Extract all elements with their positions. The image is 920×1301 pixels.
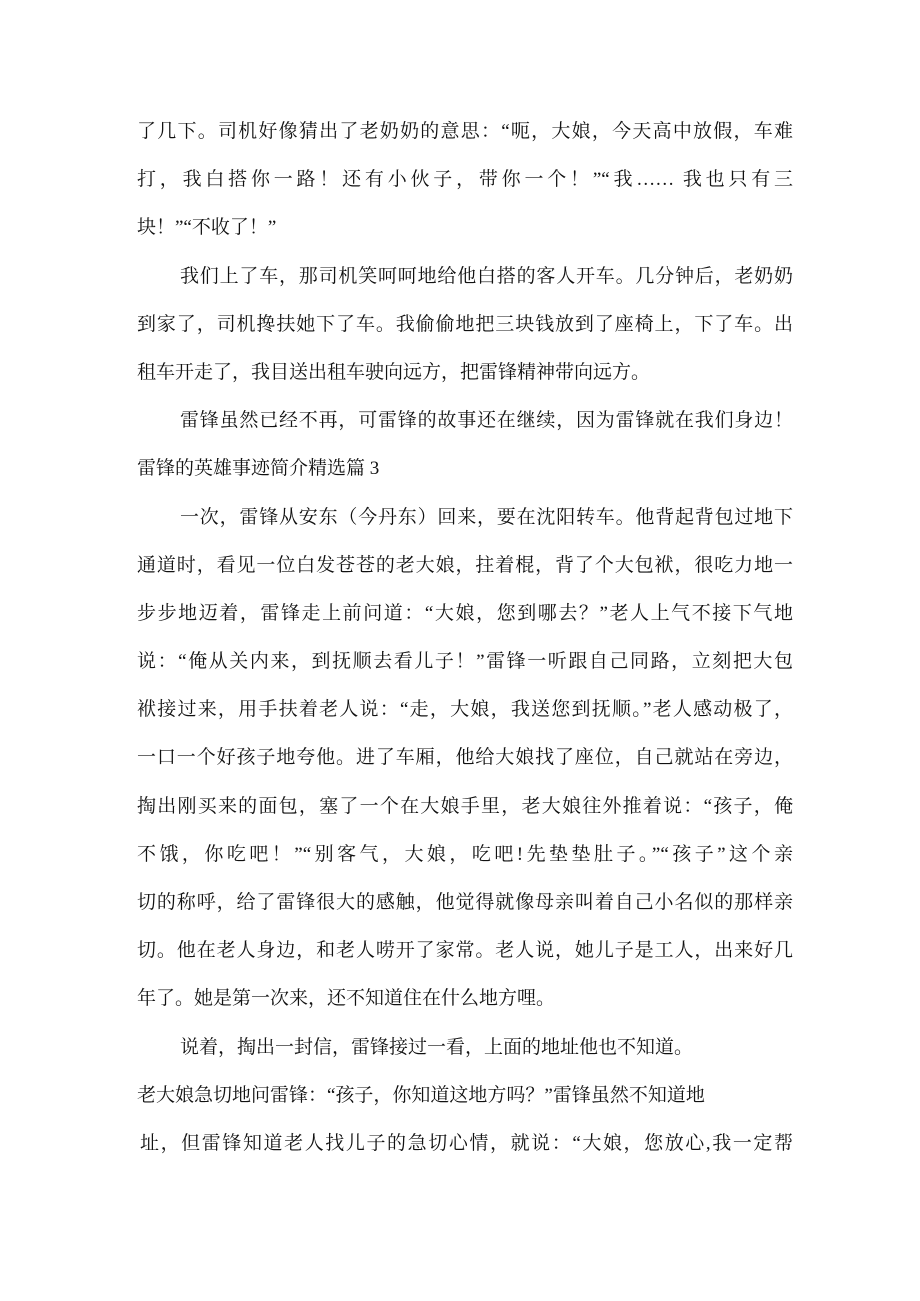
text-line: 步步地迈着，雷锋走上前问道：“大娘，您到哪去？”老人上气不接下气地 [137,602,793,624]
text-line: 一次，雷锋从安东（今丹东）回来，要在沈阳转车。他背起背包过地下 [180,506,793,528]
text-line: 说着，掏出一封信，雷锋接过一看，上面的地址他也不知道。 [180,1036,694,1058]
text-line: 切的称呼，给了雷锋很大的感触，他觉得就像母亲叫着自己小名似的那样亲 [137,892,793,913]
text-line: 通道时，看见一位白发苍苍的老大娘，拄着棍，背了个大包袱，很吃力地一 [137,554,793,576]
text-line: 年了。她是第一次来，还不知道住在什么地方哩。 [137,988,556,1010]
text-line: 说：“俺从关内来，到抚顺去看儿子！”雷锋一听跟自己同路，立刻把大包 [137,651,793,673]
text-line: 我们上了车，那司机笑呵呵地给他白搭的客人开车。几分钟后，老奶奶 [180,265,793,287]
paragraph [137,494,793,1024]
text-line: 址，但雷锋知道老人找儿子的急切心情，就说：“大娘，您放心,我一定帮 [140,1132,793,1154]
text-line: 不饿，你吃吧！”“别客气，大娘，吃吧!先垫垫肚子。”“孩子”这个亲 [137,843,793,865]
text-line: 雷锋虽然已经不再，可雷锋的故事还在继续，因为雷锋就在我们身边！ [180,410,793,432]
paragraph [137,1024,793,1072]
text-line: 了几下。司机好像猜出了老奶奶的意思：“呃，大娘，今天高中放假，车难 [137,121,793,142]
text-line: 切。他在老人身边，和老人唠开了家常。老人说，她儿子是工人，出来好几 [137,940,793,962]
text-line: 到家了，司机搀扶她下了车。我偷偷地把三块钱放到了座椅上，下了车。出 [137,313,793,335]
paragraph [137,1072,793,1168]
text-line: 打，我白搭你一路！还有小伙子，带你一个！”“我…… 我也只有三 [137,169,793,191]
text-line: 块！”“不收了！” [137,217,277,239]
section-heading: 雷锋的英雄事迹简介精选篇 3 [137,458,380,480]
document-body [137,108,793,1168]
text-line: 袱接过来，用手扶着老人说：“走，大娘，我送您到抚顺。”老人感动极了， [137,699,793,721]
text-line: 老大娘急切地问雷锋：“孩子，你知道这地方吗？”雷锋虽然不知道地 [137,1084,705,1106]
text-line: 租车开走了，我目送出租车驶向远方，把雷锋精神带向远方。 [137,361,651,383]
text-line: 掏出刚买来的面包，塞了一个在大娘手里，老大娘往外推着说：“孩子，俺 [137,795,793,817]
paragraph [137,253,793,398]
paragraph [137,397,793,445]
text-line: 一口一个好孩子地夸他。进了车厢，他给大娘找了座位，自己就站在旁边， [137,747,793,769]
paragraph [137,108,793,253]
